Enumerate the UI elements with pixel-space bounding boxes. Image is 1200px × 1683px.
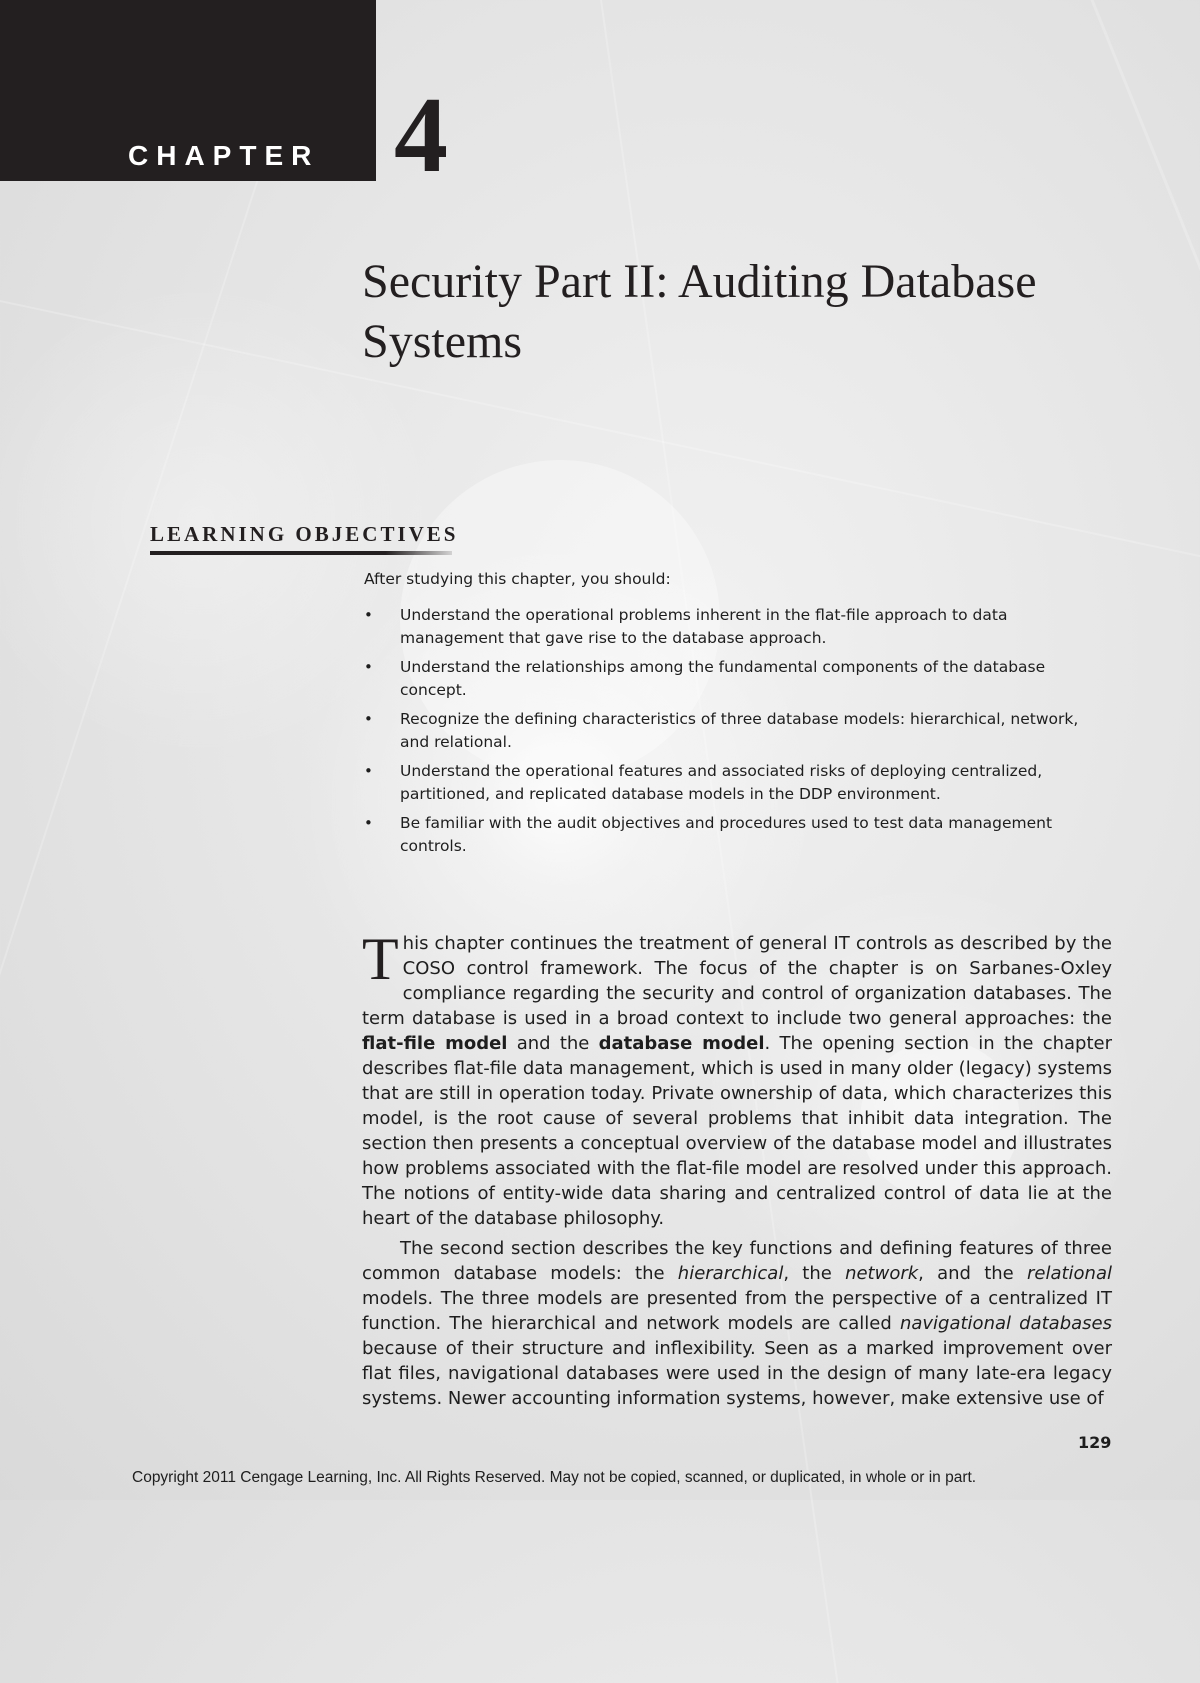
emphasized-term: network: [845, 1263, 919, 1284]
bullet-icon: •: [364, 814, 373, 832]
bullet-icon: •: [364, 658, 373, 676]
chapter-label: CHAPTER: [128, 140, 320, 171]
chapter-banner: [0, 0, 376, 181]
paragraph-text: and the: [507, 1033, 599, 1054]
key-term: flat-file model: [362, 1033, 508, 1054]
bullet-icon: •: [364, 762, 373, 780]
paragraph-text: his chapter continues the treatment of general IT controls as described by the COSO control framework. The focus of the chapter is on Sarbanes-Oxley compliance regarding the security and control of organization databases. The term database is used in a broad context to include two general approaches: the: [362, 933, 1112, 1029]
body-paragraph-2: [362, 1236, 1112, 1411]
objective-text: Understand the operational problems inherent in the flat-file approach to data management that gave rise to the database approach.: [400, 606, 1008, 647]
emphasized-term: relational: [1026, 1263, 1112, 1284]
body-paragraph-1: [362, 926, 1113, 1231]
paragraph-text: , and the: [918, 1263, 1027, 1284]
paragraph-text: models. The three models are presented from the perspective of a centralized IT function. The hierarchical and network models are called: [362, 1288, 1112, 1334]
key-term: database model: [598, 1033, 765, 1054]
chapter-number: 4: [394, 76, 448, 195]
chapter-body: [362, 926, 1113, 1416]
paragraph-text: . The opening section in the chapter describes flat-file data management, which is used in many older (legacy) systems that are still in operation today. Private ownership of data, which characterizes this model, is the root cause of several problems that inhibit data integration. The section then presents a conceptual overview of the database model and illustrates how problems associated with the flat-file model are resolved under this approach. The notions of entity-wide data sharing and centralized control of data lie at the heart of the database philosophy.: [362, 1033, 1113, 1229]
page-number: 129: [1078, 1433, 1112, 1452]
bullet-icon: •: [364, 606, 373, 624]
list-item: [364, 708, 1094, 754]
objective-text: Be familiar with the audit objectives and procedures used to test data management controls.: [400, 814, 1053, 855]
list-item: [364, 812, 1094, 858]
objective-text: Understand the relationships among the fundamental components of the database concept.: [400, 658, 1046, 699]
bullet-icon: •: [364, 710, 373, 728]
emphasized-term: hierarchical: [677, 1263, 784, 1284]
list-item: [364, 760, 1094, 806]
copyright-notice: Copyright 2011 Cengage Learning, Inc. All Rights Reserved. May not be copied, scanned, or duplicated, in whole or in part.: [132, 1469, 977, 1486]
emphasized-term: navigational databases: [899, 1313, 1112, 1334]
drop-cap: T: [362, 926, 399, 992]
heading-rule: [150, 551, 452, 555]
learning-objectives-list: [364, 604, 1094, 864]
learning-objectives-heading: LEARNING OBJECTIVES: [150, 522, 459, 546]
paragraph-text: The second section describes the key functions and defining features of three common database models: the: [362, 1238, 1112, 1284]
list-item: [364, 604, 1094, 650]
paragraph-text: because of their structure and inflexibility. Seen as a marked improvement over flat files, navigational databases were used in the design of many late-era legacy systems. Newer accounting information systems, however, make extensive use of: [362, 1338, 1112, 1409]
learning-objectives-intro: After studying this chapter, you should:: [364, 570, 671, 588]
chapter-title: Security Part II: Auditing Database Systems: [362, 255, 1037, 368]
paragraph-text: , the: [783, 1263, 846, 1284]
objective-text: Recognize the defining characteristics of three database models: hierarchical, network, and relational.: [400, 710, 1079, 751]
background-light-ray: [0, 0, 382, 1608]
list-item: [364, 656, 1094, 702]
objective-text: Understand the operational features and associated risks of deploying centralized, partitioned, and replicated database models in the DDP environment.: [400, 762, 1043, 803]
